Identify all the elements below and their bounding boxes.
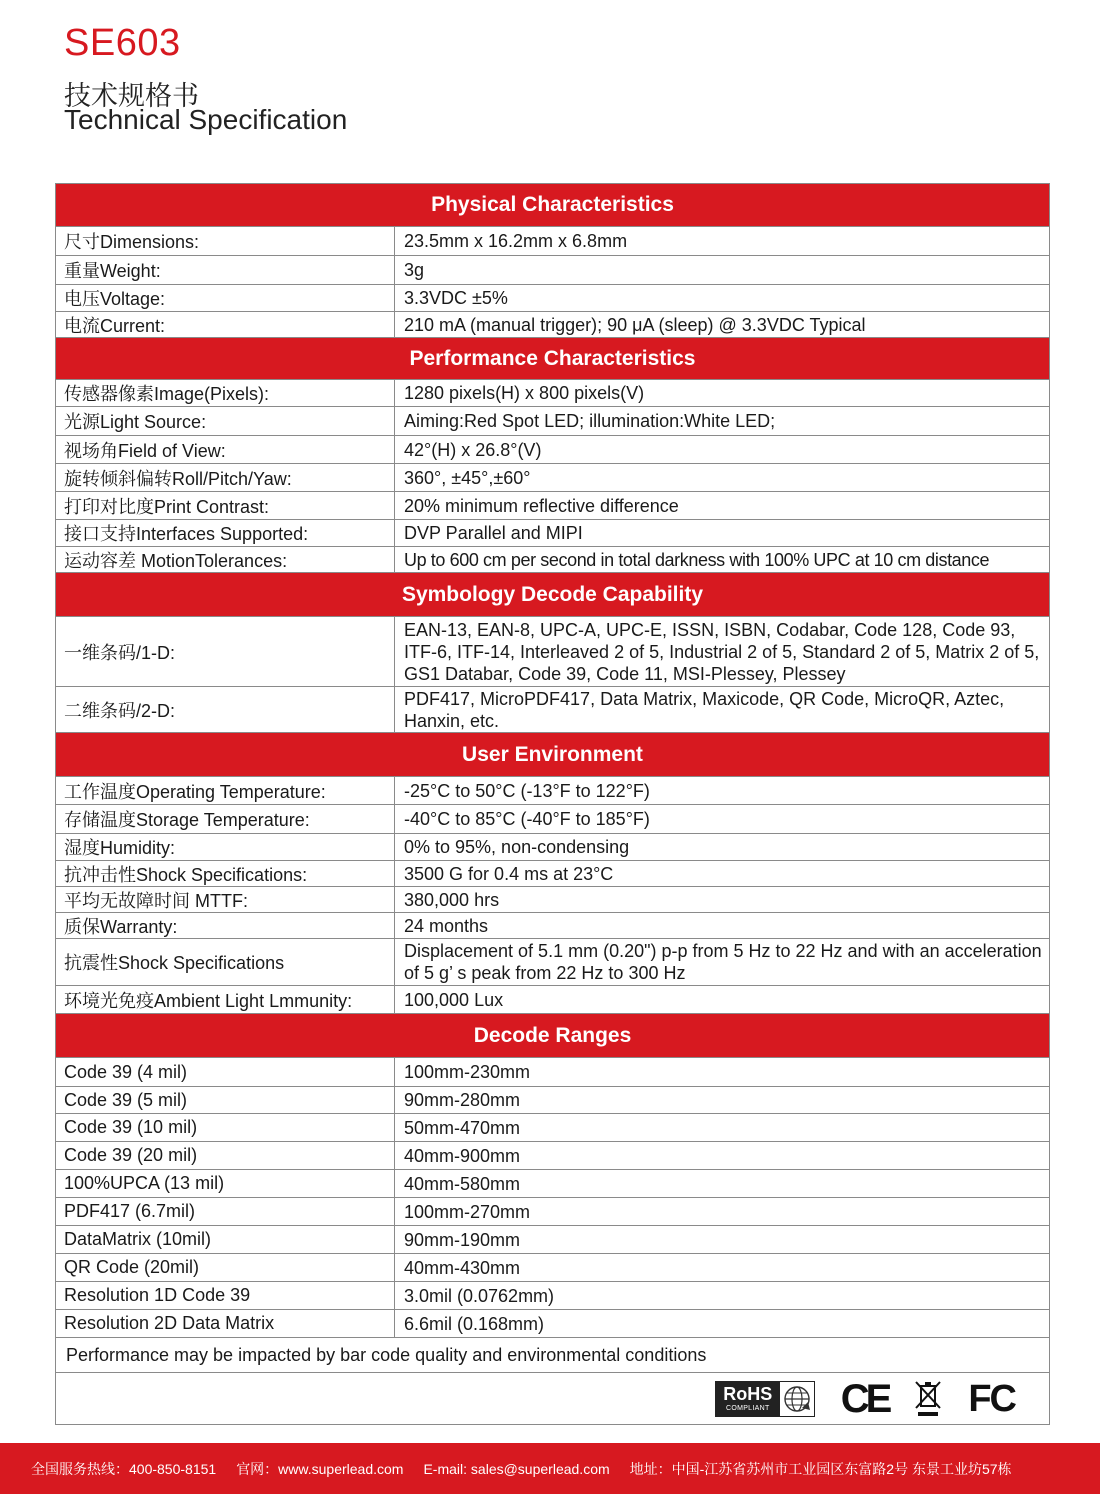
globe-icon (780, 1382, 814, 1416)
table-row (56, 1282, 1049, 1310)
row-value: 3.0mil (0.0762mm) (404, 1285, 555, 1306)
model-name: SE603 (64, 22, 181, 64)
row-label: 二维条码/2-D: (56, 687, 395, 732)
row-label: Resolution 2D Data Matrix (56, 1310, 395, 1337)
row-value: PDF417, MicroPDF417, Data Matrix, Maxicode, QR Code, MicroQR, Aztec, Hanxin, etc. (404, 688, 1005, 731)
table-row (56, 861, 1049, 887)
table-row (56, 887, 1049, 913)
table-row (56, 1142, 1049, 1170)
row-value: 20% minimum reflective difference (404, 495, 679, 516)
row-label: 电流Current: (56, 312, 395, 337)
weee-bin-icon (914, 1380, 942, 1418)
row-label: 电压Voltage: (56, 285, 395, 311)
row-value: -40°C to 85°C (-40°F to 185°F) (404, 809, 650, 829)
row-label: Code 39 (4 mil) (56, 1058, 395, 1086)
table-row (56, 1226, 1049, 1254)
row-value: 3.3VDC ±5% (404, 288, 508, 308)
table-row (56, 285, 1049, 312)
row-label: 质保Warranty: (56, 913, 395, 938)
rohs-text: RoHS (723, 1384, 773, 1404)
row-value: 0% to 95%, non-condensing (404, 837, 630, 857)
row-label: 一维条码/1-D: (56, 617, 395, 686)
table-row (56, 227, 1049, 256)
table-row (56, 1254, 1049, 1282)
row-label: Code 39 (5 mil) (56, 1087, 395, 1113)
row-label: 打印对比度Print Contrast: (56, 492, 395, 519)
table-row (56, 805, 1049, 834)
row-label: QR Code (20mil) (56, 1254, 395, 1281)
row-label: 传感器像素Image(Pixels): (56, 380, 395, 406)
row-value: 42°(H) x 26.8°(V) (404, 439, 542, 460)
table-row (56, 1310, 1049, 1338)
row-label: Code 39 (10 mil) (56, 1114, 395, 1141)
table-row (56, 913, 1049, 939)
fcc-logo: FC (968, 1377, 1015, 1420)
section-header-performance: Performance Characteristics (56, 338, 1049, 380)
row-value: 100,000 Lux (404, 989, 504, 1010)
table-row (56, 986, 1049, 1014)
row-label: 旋转倾斜偏转Roll/Pitch/Yaw: (56, 464, 395, 491)
row-value: 23.5mm x 16.2mm x 6.8mm (404, 231, 628, 251)
footer-bar (0, 1443, 1100, 1494)
row-label: DataMatrix (10mil) (56, 1226, 395, 1253)
row-value: Up to 600 cm per second in total darkness with 100% UPC at 10 cm distance (404, 549, 990, 570)
table-row (56, 777, 1049, 805)
row-value: 6.6mil (0.168mm) (404, 1313, 545, 1334)
ce-mark: CE (840, 1376, 889, 1421)
row-value: 40mm-900mm (404, 1145, 521, 1166)
table-row (56, 834, 1049, 861)
table-row (56, 492, 1049, 520)
rohs-logo (715, 1381, 815, 1417)
row-value: 50mm-470mm (404, 1117, 521, 1138)
table-row (56, 436, 1049, 464)
row-label: 100%UPCA (13 mil) (56, 1170, 395, 1197)
table-row (56, 939, 1049, 986)
row-value: EAN-13, EAN-8, UPC-A, UPC-E, ISSN, ISBN, Codabar, Code 128, Code 93, ITF-6, ITF-14, Interleaved 2 of 5, Industrial 2 of 5, Standard 2 of 5, Matrix 2 of 5, GS1 Databar, Code 39, Code 11, MSI-Plessey, Plessey (404, 619, 1040, 684)
row-label: 平均无故障时间 MTTF: (56, 887, 395, 912)
row-value: Displacement of 5.1 mm (0.20") p-p from 5 Hz to 22 Hz and with an acceleration of 5 g’ s peak from 22 Hz to 300 Hz (404, 941, 1042, 983)
certification-logos (56, 1373, 1049, 1424)
footer-email[interactable]: E-mail: sales@superlead.com (423, 1460, 610, 1477)
row-value: 3g (404, 260, 425, 280)
table-row (56, 256, 1049, 285)
table-row (56, 1114, 1049, 1142)
row-value: 360°, ±45°,±60° (404, 467, 531, 488)
row-label: Resolution 1D Code 39 (56, 1282, 395, 1309)
table-row (56, 617, 1049, 687)
footer-website[interactable]: 官网：www.superlead.com (236, 1460, 404, 1477)
table-row (56, 520, 1049, 547)
row-value: 90mm-190mm (404, 1229, 521, 1250)
table-row (56, 407, 1049, 436)
row-label: 接口支持Interfaces Supported: (56, 520, 395, 546)
performance-note: Performance may be impacted by bar code quality and environmental conditions (56, 1338, 1049, 1373)
table-row (56, 1170, 1049, 1198)
table-row (56, 1198, 1049, 1226)
row-value: 1280 pixels(H) x 800 pixels(V) (404, 383, 645, 403)
row-value: 100mm-230mm (404, 1062, 531, 1082)
row-label: 存储温度Storage Temperature: (56, 805, 395, 833)
footer-address: 地址：中国-江苏省苏州市工业园区东富路2号 东景工业坊57栋 (629, 1460, 1012, 1477)
row-label: 运动容差 MotionTolerances: (56, 547, 395, 572)
table-row (56, 312, 1049, 338)
row-label: 环境光免疫Ambient Light Lmmunity: (56, 986, 395, 1013)
section-header-symbology: Symbology Decode Capability (56, 573, 1049, 617)
row-label: 抗冲击性Shock Specifications: (56, 861, 395, 886)
table-row (56, 687, 1049, 733)
row-value: Aiming:Red Spot LED; illumination:White LED; (404, 411, 776, 431)
row-value: 380,000 hrs (404, 889, 500, 910)
spec-table (55, 183, 1050, 1425)
row-value: 40mm-430mm (404, 1257, 521, 1278)
footer-hotline: 全国服务热线：400-850-8151 (31, 1460, 217, 1477)
section-header-environment: User Environment (56, 733, 1049, 777)
table-row (56, 1058, 1049, 1087)
row-label: 光源Light Source: (56, 407, 395, 435)
row-label: 重量Weight: (56, 256, 395, 284)
row-value: 90mm-280mm (404, 1090, 521, 1110)
table-row (56, 380, 1049, 407)
row-value: DVP Parallel and MIPI (404, 523, 583, 543)
row-label: 抗震性Shock Specifications (56, 939, 395, 985)
title-english: Technical Specification (64, 104, 348, 135)
row-value: 24 months (404, 915, 489, 936)
row-label: 湿度Humidity: (56, 834, 395, 860)
row-label: PDF417 (6.7mil) (56, 1198, 395, 1225)
title-chinese: 技术规格书 (64, 81, 199, 111)
row-label: Code 39 (20 mil) (56, 1142, 395, 1169)
section-header-physical: Physical Characteristics (56, 184, 1049, 227)
section-header-decode: Decode Ranges (56, 1014, 1049, 1058)
rohs-compliant-text: COMPLIANT (725, 1405, 770, 1412)
row-value: 3500 G for 0.4 ms at 23°C (404, 863, 614, 884)
row-value: 100mm-270mm (404, 1201, 531, 1222)
table-row (56, 464, 1049, 492)
row-label: 工作温度Operating Temperature: (56, 777, 395, 804)
row-value: 210 mA (manual trigger); 90 μA (sleep) @ 3.3VDC Typical (404, 314, 866, 335)
row-value: 40mm-580mm (404, 1173, 521, 1194)
row-label: 尺寸Dimensions: (56, 227, 395, 255)
row-value: -25°C to 50°C (-13°F to 122°F) (404, 780, 650, 801)
row-label: 视场角Field of View: (56, 436, 395, 463)
table-row (56, 547, 1049, 573)
table-row (56, 1087, 1049, 1114)
